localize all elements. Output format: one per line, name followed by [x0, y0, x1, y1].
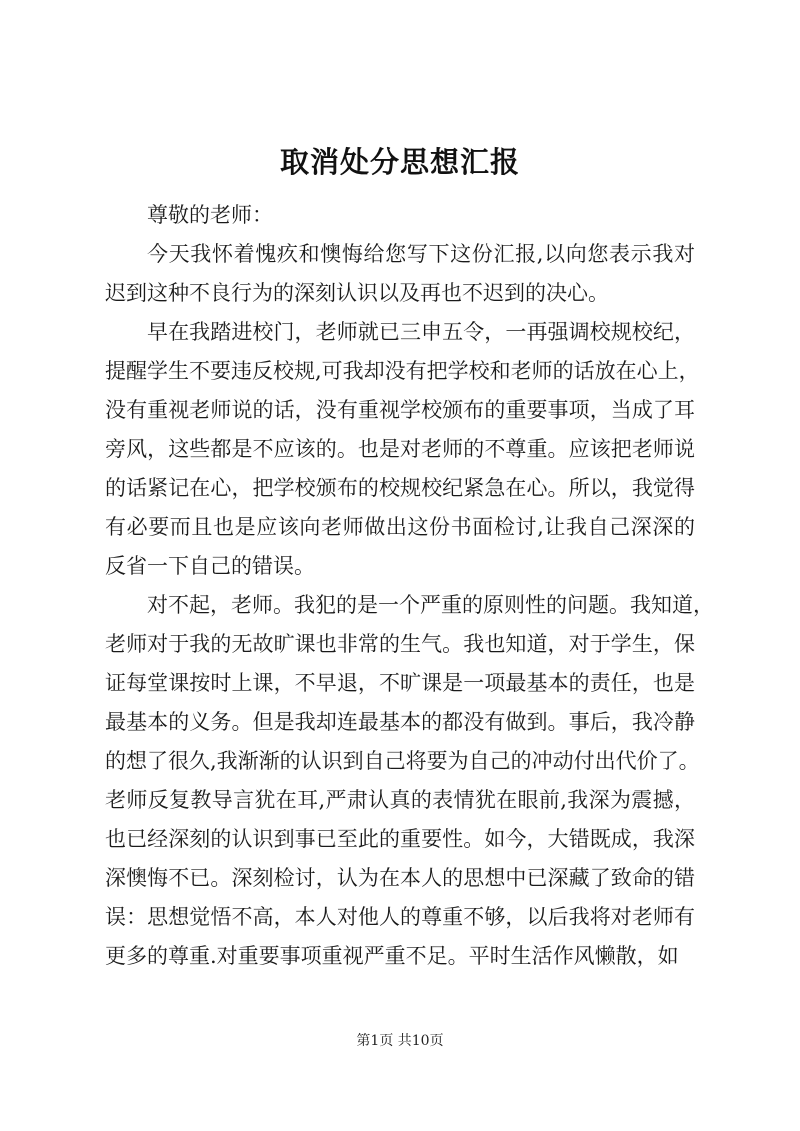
text-line: 更多的尊重.对重要事项重视严重不足。平时生活作风懒散，如: [105, 944, 679, 968]
text-line: 证每堂课按时上课，不早退，不旷课是一项最基本的责任，也是: [105, 671, 695, 695]
text-line: 今天我怀着愧疚和懊悔给您写下这份汇报,以向您表示我对: [147, 242, 695, 266]
text-line: 没有重视老师说的话，没有重视学校颁布的重要事项，当成了耳: [105, 398, 695, 422]
text-line: 反省一下自己的错误。: [105, 554, 315, 578]
text-line: 尊敬的老师：: [147, 203, 273, 227]
paragraph: [105, 313, 700, 586]
text-line: 最基本的义务。但是我却连最基本的都没有做到。事后，我冷静: [105, 710, 695, 734]
text-line: 旁风，这些都是不应该的。也是对老师的不尊重。应该把老师说: [105, 437, 695, 461]
paragraph: [105, 586, 714, 976]
text-line: 老师对于我的无故旷课也非常的生气。我也知道，对于学生，保: [105, 632, 695, 656]
text-line: 的想了很久,我渐渐的认识到自己将要为自己的冲动付出代价了。: [105, 749, 700, 773]
text-line: 误：思想觉悟不高，本人对他人的尊重不够，以后我将对老师有: [105, 905, 695, 929]
text-line: 迟到这种不良行为的深刻认识以及再也不迟到的决心。: [105, 281, 609, 305]
text-line: 的话紧记在心，把学校颁布的校规校纪紧急在心。所以，我觉得: [105, 476, 695, 500]
paragraph: [105, 196, 695, 235]
paragraph: [105, 235, 695, 313]
document-body: [105, 196, 714, 976]
text-line: 提醒学生不要违反校规,可我却没有把学校和老师的话放在心上，: [105, 359, 700, 383]
document-title: 取消处分思想汇报: [279, 145, 520, 179]
page-number: 第1页 共10页: [356, 1033, 444, 1049]
text-line: 也已经深刻的认识到事已至此的重要性。如今，大错既成，我深: [105, 827, 695, 851]
text-line: 早在我踏进校门，老师就已三申五令，一再强调校规校纪，: [147, 320, 695, 344]
text-line: 深懊悔不已。深刻检讨，认为在本人的思想中已深藏了致命的错: [105, 866, 695, 890]
text-line: 有必要而且也是应该向老师做出这份书面检讨,让我自己深深的: [105, 515, 695, 539]
text-line: 老师反复教导言犹在耳,严肃认真的表情犹在眼前,我深为震撼，: [105, 788, 695, 812]
text-line: 对不起，老师。我犯的是一个严重的原则性的问题。我知道，: [147, 593, 714, 617]
